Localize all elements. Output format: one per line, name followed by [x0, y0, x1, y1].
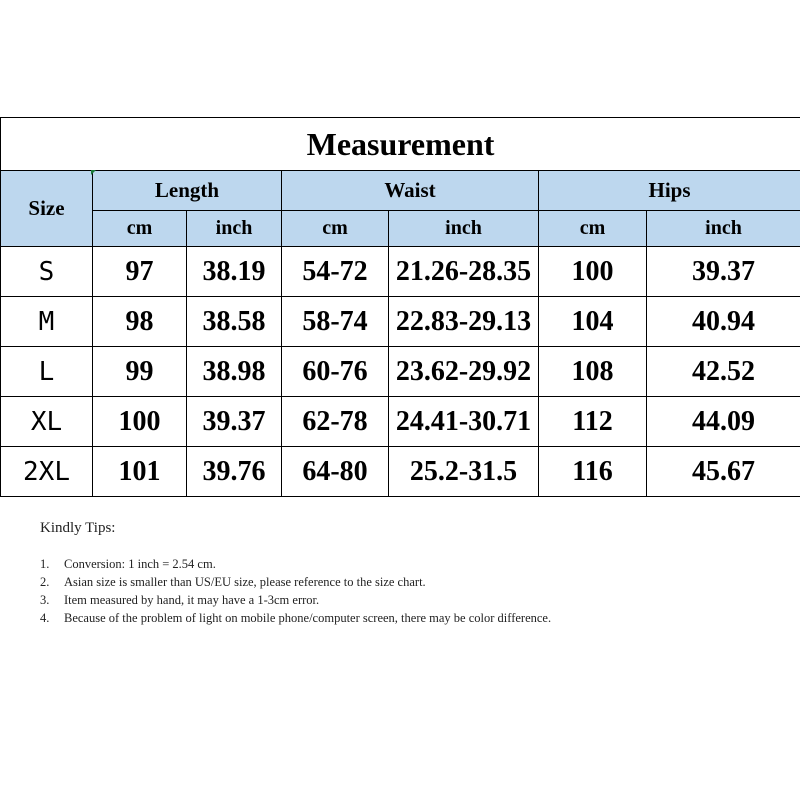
value-cell: 99 — [93, 347, 187, 397]
size-cell: 2XL — [1, 447, 93, 497]
value-cell: 98 — [93, 297, 187, 347]
size-cell: M — [1, 297, 93, 347]
length-header: Length — [93, 171, 282, 211]
size-cell: S — [1, 247, 93, 297]
hips-header: Hips — [539, 171, 800, 211]
tip-number: 3. — [40, 593, 50, 607]
unit-header: inch — [187, 211, 282, 247]
tip-number: 2. — [40, 575, 50, 589]
value-cell: 39.76 — [187, 447, 282, 497]
value-cell: 38.58 — [187, 297, 282, 347]
size-column-header: Size — [1, 171, 93, 247]
list-item — [40, 573, 584, 591]
value-cell: 45.67 — [647, 447, 800, 497]
unit-header: cm — [282, 211, 389, 247]
value-cell: 104 — [539, 297, 647, 347]
value-cell: 62-78 — [282, 397, 389, 447]
value-cell: 108 — [539, 347, 647, 397]
value-cell: 23.62-29.92 — [389, 347, 539, 397]
size-cell: XL — [1, 397, 93, 447]
size-cell: L — [1, 347, 93, 397]
table-row — [1, 297, 800, 347]
value-cell: 54-72 — [282, 247, 389, 297]
cell-comment-marker-icon — [91, 170, 96, 175]
value-cell: 25.2-31.5 — [389, 447, 539, 497]
table-row — [1, 447, 800, 497]
tip-text: Asian size is smaller than US/EU size, please reference to the size chart. — [64, 575, 426, 589]
value-cell: 101 — [93, 447, 187, 497]
value-cell: 112 — [539, 397, 647, 447]
list-item — [40, 591, 584, 609]
value-cell: 64-80 — [282, 447, 389, 497]
tip-text: Conversion: 1 inch = 2.54 cm. — [64, 557, 216, 571]
value-cell: 40.94 — [647, 297, 800, 347]
tips-title: Kindly Tips: — [40, 520, 116, 536]
value-cell: 38.98 — [187, 347, 282, 397]
list-item — [40, 555, 584, 573]
measurement-table — [0, 117, 800, 497]
unit-header: inch — [389, 211, 539, 247]
unit-header: inch — [647, 211, 800, 247]
value-cell: 38.19 — [187, 247, 282, 297]
value-cell: 24.41-30.71 — [389, 397, 539, 447]
value-cell: 21.26-28.35 — [389, 247, 539, 297]
tip-text: Because of the problem of light on mobile phone/computer screen, there may be color difference. — [64, 611, 552, 625]
table-title: Measurement — [1, 118, 800, 171]
unit-header: cm — [539, 211, 647, 247]
table-row — [1, 397, 800, 447]
size-chart — [0, 117, 800, 497]
value-cell: 39.37 — [647, 247, 800, 297]
value-cell: 116 — [539, 447, 647, 497]
waist-header: Waist — [282, 171, 539, 211]
value-cell: 100 — [539, 247, 647, 297]
list-item — [40, 609, 584, 627]
value-cell: 22.83-29.13 — [389, 297, 539, 347]
value-cell: 44.09 — [647, 397, 800, 447]
tips-list — [40, 555, 584, 627]
value-cell: 39.37 — [187, 397, 282, 447]
kindly-tips — [40, 520, 584, 627]
tip-number: 4. — [40, 611, 50, 625]
table-row — [1, 247, 800, 297]
table-row — [1, 347, 800, 397]
value-cell: 60-76 — [282, 347, 389, 397]
value-cell: 97 — [93, 247, 187, 297]
unit-header: cm — [93, 211, 187, 247]
value-cell: 100 — [93, 397, 187, 447]
value-cell: 58-74 — [282, 297, 389, 347]
tip-text: Item measured by hand, it may have a 1-3cm error. — [64, 593, 320, 607]
value-cell: 42.52 — [647, 347, 800, 397]
tip-number: 1. — [40, 557, 50, 571]
